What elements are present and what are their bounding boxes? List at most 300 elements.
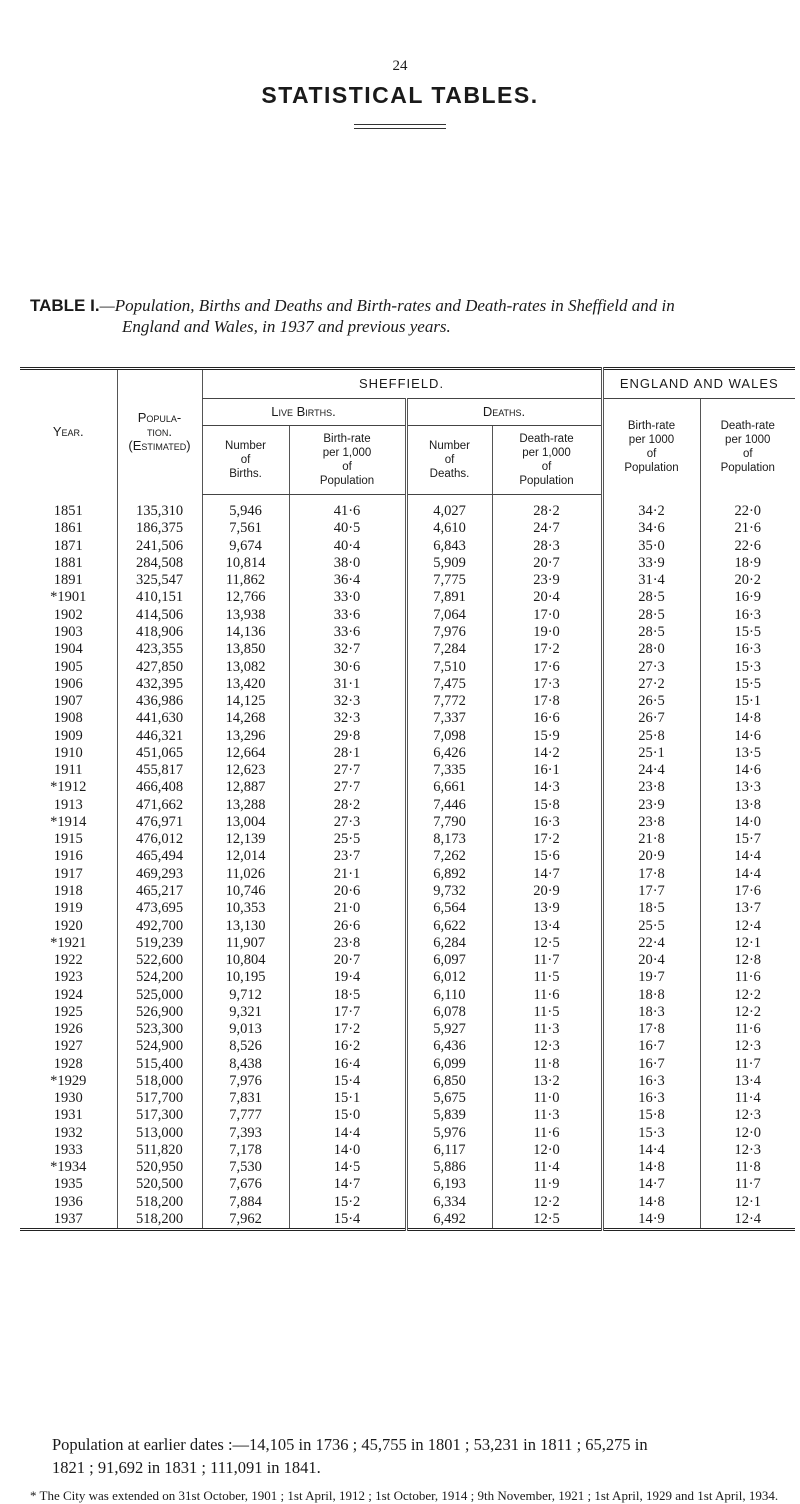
cell-ew-birth-rate: 26·7 — [602, 710, 700, 727]
cell-birth-rate: 25·5 — [289, 831, 406, 848]
table-row — [20, 1176, 795, 1193]
cell-year: 1920 — [53, 917, 83, 934]
cell-ew-birth-rate: 26·5 — [602, 693, 700, 710]
cell-births: 12,623 — [202, 762, 289, 779]
cell-births: 7,831 — [202, 1090, 289, 1107]
header-birth-rate-line3: of — [342, 461, 352, 473]
cell-year: 1908 — [53, 710, 83, 727]
cell-year: 1851 — [53, 503, 83, 520]
cell-population: 465,217 — [117, 883, 202, 900]
cell-year: 1925 — [53, 1003, 83, 1020]
cell-year: 1916 — [53, 848, 83, 865]
cell-ew-birth-rate: 33·9 — [602, 555, 700, 572]
cell-birth-rate: 36·4 — [289, 572, 406, 589]
cell-birth-rate: 27·3 — [289, 814, 406, 831]
header-ew-death-rate-line3: of — [742, 447, 753, 460]
cell-year: 1924 — [53, 986, 83, 1003]
cell-year: 1903 — [53, 623, 83, 640]
table-caption-line1: —Population, Births and Deaths and Birth-rates and Death-rates in Sheffield and in — [99, 296, 675, 315]
cell-deaths: 6,661 — [406, 779, 492, 796]
cell-population: 519,239 — [117, 935, 202, 952]
cell-death-rate: 20·7 — [492, 555, 602, 572]
cell-birth-rate: 17·7 — [289, 1004, 406, 1021]
cell-ew-birth-rate: 28·5 — [602, 589, 700, 606]
cell-deaths: 6,193 — [406, 1176, 492, 1193]
population-note-line1: Population at earlier dates :—14,105 in 1736 ; 45,755 in 1801 ; 53,231 in 1811 ; 65,275 in — [52, 1435, 648, 1454]
cell-births: 8,438 — [202, 1056, 289, 1073]
table-row — [20, 1021, 795, 1038]
cell-population: 518,000 — [117, 1073, 202, 1090]
cell-birth-rate: 38·0 — [289, 555, 406, 572]
cell-ew-death-rate: 11·7 — [700, 1056, 795, 1073]
page-number: 24 — [392, 58, 408, 74]
cell-births: 5,946 — [202, 503, 289, 520]
cell-birth-rate: 33·6 — [289, 607, 406, 624]
cell-births: 7,777 — [202, 1107, 289, 1124]
table-row — [20, 676, 795, 693]
cell-ew-birth-rate: 19·7 — [602, 969, 700, 986]
cell-deaths: 7,976 — [406, 624, 492, 641]
cell-deaths: 7,098 — [406, 727, 492, 744]
cell-births: 14,125 — [202, 693, 289, 710]
cell-ew-death-rate: 22·0 — [700, 503, 795, 520]
cell-year: 1932 — [53, 1124, 83, 1141]
cell-population: 455,817 — [117, 762, 202, 779]
cell-ew-birth-rate: 14·4 — [602, 1142, 700, 1159]
cell-deaths: 6,284 — [406, 935, 492, 952]
cell-ew-birth-rate: 14·7 — [602, 1176, 700, 1193]
cell-birth-rate: 15·4 — [289, 1211, 406, 1230]
cell-death-rate: 16·3 — [492, 814, 602, 831]
cell-ew-birth-rate: 28·0 — [602, 641, 700, 658]
cell-births: 10,814 — [202, 555, 289, 572]
cell-death-rate: 11·0 — [492, 1090, 602, 1107]
cell-ew-birth-rate: 14·8 — [602, 1159, 700, 1176]
cell-ew-birth-rate: 27·2 — [602, 676, 700, 693]
table-row — [20, 641, 795, 658]
heading-rule-bottom — [354, 128, 446, 129]
cell-death-rate: 13·9 — [492, 900, 602, 917]
table-row — [20, 866, 795, 883]
cell-population: 473,695 — [117, 900, 202, 917]
cell-births: 7,530 — [202, 1159, 289, 1176]
cell-death-rate: 11·4 — [492, 1159, 602, 1176]
table-row — [20, 503, 795, 520]
header-number-births-line1: Number — [225, 440, 266, 452]
cell-ew-birth-rate: 15·3 — [602, 1125, 700, 1142]
cell-births: 12,887 — [202, 779, 289, 796]
cell-ew-death-rate: 17·6 — [700, 883, 795, 900]
cell-deaths: 7,064 — [406, 607, 492, 624]
cell-year: 1911 — [54, 762, 83, 779]
table-row — [20, 1038, 795, 1055]
cell-year: *1921 — [50, 934, 87, 951]
cell-death-rate: 15·9 — [492, 727, 602, 744]
cell-deaths: 7,510 — [406, 658, 492, 675]
header-ew-death-rate-line1: Death-rate — [720, 419, 775, 432]
cell-birth-rate: 41·6 — [289, 503, 406, 520]
cell-death-rate: 11·6 — [492, 986, 602, 1003]
cell-births: 14,136 — [202, 624, 289, 641]
cell-ew-death-rate: 15·7 — [700, 831, 795, 848]
cell-deaths: 7,262 — [406, 848, 492, 865]
cell-birth-rate: 33·0 — [289, 589, 406, 606]
cell-population: 414,506 — [117, 607, 202, 624]
cell-population: 518,200 — [117, 1211, 202, 1230]
table-row — [20, 1090, 795, 1107]
cell-ew-birth-rate: 23·9 — [602, 797, 700, 814]
cell-births: 13,082 — [202, 658, 289, 675]
header-ew-birth-rate-line3: of — [646, 447, 657, 460]
cell-births: 8,526 — [202, 1038, 289, 1055]
cell-birth-rate: 15·0 — [289, 1107, 406, 1124]
cell-ew-birth-rate: 16·7 — [602, 1056, 700, 1073]
cell-ew-birth-rate: 22·4 — [602, 935, 700, 952]
cell-ew-birth-rate: 23·8 — [602, 814, 700, 831]
cell-deaths: 7,446 — [406, 797, 492, 814]
table-row — [20, 555, 795, 572]
statistics-table — [20, 367, 795, 1231]
cell-population: 522,600 — [117, 952, 202, 969]
cell-birth-rate: 20·7 — [289, 952, 406, 969]
header-number-deaths-line3: Deaths. — [429, 468, 470, 480]
cell-year: *1912 — [50, 779, 87, 796]
cell-population: 432,395 — [117, 676, 202, 693]
cell-ew-death-rate: 12·4 — [700, 917, 795, 934]
cell-ew-death-rate: 12·0 — [700, 1125, 795, 1142]
cell-population: 441,630 — [117, 710, 202, 727]
table-spacer-row — [20, 495, 795, 504]
cell-death-rate: 11·9 — [492, 1176, 602, 1193]
cell-population: 524,900 — [117, 1038, 202, 1055]
cell-births: 7,962 — [202, 1211, 289, 1230]
cell-deaths: 6,110 — [406, 986, 492, 1003]
header-row-groups — [20, 369, 795, 399]
header-deaths: Deaths. — [406, 399, 602, 426]
cell-birth-rate: 15·1 — [289, 1090, 406, 1107]
cell-births: 11,907 — [202, 935, 289, 952]
cell-death-rate: 11·6 — [492, 1125, 602, 1142]
cell-birth-rate: 40·5 — [289, 520, 406, 537]
cell-ew-death-rate: 12·3 — [700, 1038, 795, 1055]
header-ew-birth-rate — [602, 399, 700, 495]
cell-death-rate: 12·3 — [492, 1038, 602, 1055]
cell-death-rate: 12·5 — [492, 935, 602, 952]
table-row — [20, 779, 795, 796]
table-body — [20, 495, 795, 1230]
cell-birth-rate: 27·7 — [289, 762, 406, 779]
cell-births: 11,026 — [202, 866, 289, 883]
cell-ew-birth-rate: 21·8 — [602, 831, 700, 848]
cell-death-rate: 19·0 — [492, 624, 602, 641]
cell-deaths: 8,173 — [406, 831, 492, 848]
cell-population: 471,662 — [117, 797, 202, 814]
table-row — [20, 935, 795, 952]
header-number-births-line2: of — [240, 454, 251, 466]
cell-death-rate: 14·7 — [492, 866, 602, 883]
cell-ew-death-rate: 11·7 — [700, 1176, 795, 1193]
cell-birth-rate: 27·7 — [289, 779, 406, 796]
cell-population: 418,906 — [117, 624, 202, 641]
cell-death-rate: 23·9 — [492, 572, 602, 589]
cell-population: 476,971 — [117, 814, 202, 831]
cell-ew-birth-rate: 16·3 — [602, 1073, 700, 1090]
cell-population: 410,151 — [117, 589, 202, 606]
cell-ew-death-rate: 12·1 — [700, 1194, 795, 1211]
cell-birth-rate: 29·8 — [289, 727, 406, 744]
cell-ew-birth-rate: 16·7 — [602, 1038, 700, 1055]
cell-births: 13,004 — [202, 814, 289, 831]
cell-ew-death-rate: 16·3 — [700, 607, 795, 624]
footnote: * The City was extended on 31st October, 1901 ; 1st April, 1912 ; 1st October, 1914 ; 9th November, 1921 ; 1st April, 1929 and 1st April, 1934. — [30, 1488, 779, 1503]
table-row — [20, 745, 795, 762]
cell-population: 517,700 — [117, 1090, 202, 1107]
cell-year: 1902 — [53, 606, 83, 623]
cell-year: 1927 — [53, 1038, 83, 1055]
cell-birth-rate: 23·7 — [289, 848, 406, 865]
cell-births: 7,178 — [202, 1142, 289, 1159]
cell-year: 1904 — [53, 641, 83, 658]
cell-year: 1881 — [53, 554, 83, 571]
header-birth-rate-line4: Population — [319, 475, 375, 487]
cell-birth-rate: 26·6 — [289, 917, 406, 934]
table-row — [20, 814, 795, 831]
cell-ew-death-rate: 15·5 — [700, 676, 795, 693]
cell-births: 7,561 — [202, 520, 289, 537]
header-ew-death-rate — [700, 399, 795, 495]
cell-deaths: 6,078 — [406, 1004, 492, 1021]
cell-death-rate: 15·8 — [492, 797, 602, 814]
cell-year: 1915 — [53, 831, 83, 848]
table-row — [20, 1194, 795, 1211]
cell-ew-death-rate: 15·5 — [700, 624, 795, 641]
cell-year: 1931 — [53, 1107, 83, 1124]
cell-population: 135,310 — [117, 503, 202, 520]
cell-deaths: 5,675 — [406, 1090, 492, 1107]
table-row — [20, 538, 795, 555]
header-year — [20, 369, 117, 495]
cell-deaths: 9,732 — [406, 883, 492, 900]
table-row — [20, 952, 795, 969]
cell-births: 10,353 — [202, 900, 289, 917]
cell-ew-birth-rate: 18·3 — [602, 1004, 700, 1021]
table-caption — [30, 295, 790, 337]
cell-death-rate: 11·3 — [492, 1107, 602, 1124]
cell-population: 469,293 — [117, 866, 202, 883]
cell-deaths: 6,564 — [406, 900, 492, 917]
cell-ew-birth-rate: 25·8 — [602, 727, 700, 744]
cell-birth-rate: 16·2 — [289, 1038, 406, 1055]
cell-death-rate: 12·2 — [492, 1194, 602, 1211]
cell-death-rate: 17·8 — [492, 693, 602, 710]
cell-year: 1919 — [53, 900, 83, 917]
cell-deaths: 6,099 — [406, 1056, 492, 1073]
cell-ew-birth-rate: 28·5 — [602, 607, 700, 624]
table-row — [20, 1142, 795, 1159]
cell-ew-death-rate: 14·8 — [700, 710, 795, 727]
cell-population: 476,012 — [117, 831, 202, 848]
table-row — [20, 727, 795, 744]
cell-births: 7,676 — [202, 1176, 289, 1193]
cell-death-rate: 11·8 — [492, 1056, 602, 1073]
cell-ew-birth-rate: 23·8 — [602, 779, 700, 796]
cell-population: 436,986 — [117, 693, 202, 710]
cell-births: 7,393 — [202, 1125, 289, 1142]
cell-ew-birth-rate: 17·7 — [602, 883, 700, 900]
cell-population: 513,000 — [117, 1125, 202, 1142]
cell-year: 1909 — [53, 727, 83, 744]
table-row — [20, 1107, 795, 1124]
cell-population: 325,547 — [117, 572, 202, 589]
cell-death-rate: 17·3 — [492, 676, 602, 693]
cell-deaths: 6,892 — [406, 866, 492, 883]
cell-year: 1937 — [53, 1211, 83, 1228]
cell-births: 13,130 — [202, 917, 289, 934]
header-death-rate-line3: of — [541, 461, 552, 473]
cell-deaths: 7,284 — [406, 641, 492, 658]
cell-ew-death-rate: 14·4 — [700, 848, 795, 865]
table-row — [20, 831, 795, 848]
cell-ew-death-rate: 12·3 — [700, 1142, 795, 1159]
cell-ew-birth-rate: 20·4 — [602, 952, 700, 969]
cell-deaths: 5,909 — [406, 555, 492, 572]
table-row — [20, 1159, 795, 1176]
cell-ew-birth-rate: 15·8 — [602, 1107, 700, 1124]
cell-birth-rate: 16·4 — [289, 1056, 406, 1073]
cell-ew-birth-rate: 25·1 — [602, 745, 700, 762]
cell-year: 1913 — [53, 796, 83, 813]
table-caption-line2: England and Wales, in 1937 and previous years. — [122, 317, 451, 336]
cell-death-rate: 16·6 — [492, 710, 602, 727]
table-row — [20, 607, 795, 624]
cell-death-rate: 24·7 — [492, 520, 602, 537]
table-row — [20, 1125, 795, 1142]
heading-rule-top — [354, 124, 446, 125]
cell-ew-death-rate: 12·2 — [700, 1004, 795, 1021]
cell-ew-death-rate: 14·6 — [700, 727, 795, 744]
cell-births: 9,712 — [202, 986, 289, 1003]
header-death-rate — [492, 426, 602, 495]
cell-death-rate: 13·4 — [492, 917, 602, 934]
cell-ew-birth-rate: 20·9 — [602, 848, 700, 865]
header-number-deaths — [406, 426, 492, 495]
cell-population: 520,500 — [117, 1176, 202, 1193]
cell-population: 525,000 — [117, 986, 202, 1003]
cell-ew-death-rate: 15·3 — [700, 658, 795, 675]
cell-ew-death-rate: 18·9 — [700, 555, 795, 572]
cell-birth-rate: 31·1 — [289, 676, 406, 693]
table-row — [20, 848, 795, 865]
spacer-cell — [492, 495, 602, 504]
header-ew-death-rate-line2: per 1000 — [725, 433, 771, 446]
cell-ew-birth-rate: 18·5 — [602, 900, 700, 917]
cell-ew-death-rate: 13·8 — [700, 797, 795, 814]
header-ew-birth-rate-line1: Birth-rate — [627, 419, 676, 432]
cell-birth-rate: 14·0 — [289, 1142, 406, 1159]
header-year-label: Year. — [52, 424, 84, 440]
cell-ew-death-rate: 11·4 — [700, 1090, 795, 1107]
spacer-cell — [289, 495, 406, 504]
header-population-line2: tion. — [146, 424, 173, 440]
cell-deaths: 7,772 — [406, 693, 492, 710]
table-row — [20, 520, 795, 537]
cell-births: 13,850 — [202, 641, 289, 658]
cell-birth-rate: 18·5 — [289, 986, 406, 1003]
cell-year: 1923 — [53, 969, 83, 986]
cell-population: 523,300 — [117, 1021, 202, 1038]
spacer-cell — [202, 495, 289, 504]
cell-year: 1917 — [53, 865, 83, 882]
cell-deaths: 6,492 — [406, 1211, 492, 1230]
cell-ew-birth-rate: 28·5 — [602, 624, 700, 641]
cell-births: 13,420 — [202, 676, 289, 693]
table-row — [20, 589, 795, 606]
cell-year: 1933 — [53, 1141, 83, 1158]
header-sheffield: SHEFFIELD. — [202, 369, 602, 399]
cell-ew-birth-rate: 27·3 — [602, 658, 700, 675]
cell-year: *1901 — [50, 589, 87, 606]
cell-year: 1918 — [53, 882, 83, 899]
cell-deaths: 5,886 — [406, 1159, 492, 1176]
cell-year: 1930 — [53, 1090, 83, 1107]
cell-year: 1936 — [53, 1193, 83, 1210]
cell-births: 13,288 — [202, 797, 289, 814]
cell-year: 1928 — [53, 1055, 83, 1072]
table-caption-label: TABLE I. — [30, 296, 100, 315]
population-note — [52, 1433, 797, 1479]
cell-ew-birth-rate: 35·0 — [602, 538, 700, 555]
cell-year: *1929 — [50, 1072, 87, 1089]
cell-year: 1926 — [53, 1021, 83, 1038]
cell-ew-birth-rate: 14·8 — [602, 1194, 700, 1211]
cell-birth-rate: 14·5 — [289, 1159, 406, 1176]
cell-birth-rate: 32·3 — [289, 710, 406, 727]
table-row — [20, 1073, 795, 1090]
cell-births: 10,195 — [202, 969, 289, 986]
cell-ew-death-rate: 11·6 — [700, 969, 795, 986]
cell-year: 1907 — [53, 693, 83, 710]
cell-birth-rate: 40·4 — [289, 538, 406, 555]
cell-deaths: 6,117 — [406, 1142, 492, 1159]
cell-deaths: 7,891 — [406, 589, 492, 606]
cell-births: 9,013 — [202, 1021, 289, 1038]
cell-births: 9,321 — [202, 1004, 289, 1021]
cell-deaths: 6,843 — [406, 538, 492, 555]
header-birth-rate-line1: Birth-rate — [323, 433, 371, 445]
cell-ew-birth-rate: 17·8 — [602, 1021, 700, 1038]
cell-ew-death-rate: 14·0 — [700, 814, 795, 831]
cell-population: 526,900 — [117, 1004, 202, 1021]
cell-population: 517,300 — [117, 1107, 202, 1124]
cell-ew-birth-rate: 31·4 — [602, 572, 700, 589]
cell-births: 7,976 — [202, 1073, 289, 1090]
cell-ew-death-rate: 11·8 — [700, 1159, 795, 1176]
cell-ew-death-rate: 16·3 — [700, 641, 795, 658]
cell-ew-death-rate: 12·2 — [700, 986, 795, 1003]
cell-death-rate: 13·2 — [492, 1073, 602, 1090]
header-live-births: Live Births. — [202, 399, 406, 426]
header-number-births-line3: Births. — [229, 468, 262, 480]
cell-births: 12,139 — [202, 831, 289, 848]
cell-population: 511,820 — [117, 1142, 202, 1159]
cell-ew-birth-rate: 24·4 — [602, 762, 700, 779]
cell-year: 1891 — [53, 572, 83, 589]
cell-year: 1910 — [53, 744, 83, 761]
cell-population: 524,200 — [117, 969, 202, 986]
cell-births: 9,674 — [202, 538, 289, 555]
cell-population: 451,065 — [117, 745, 202, 762]
cell-year: 1871 — [53, 537, 83, 554]
